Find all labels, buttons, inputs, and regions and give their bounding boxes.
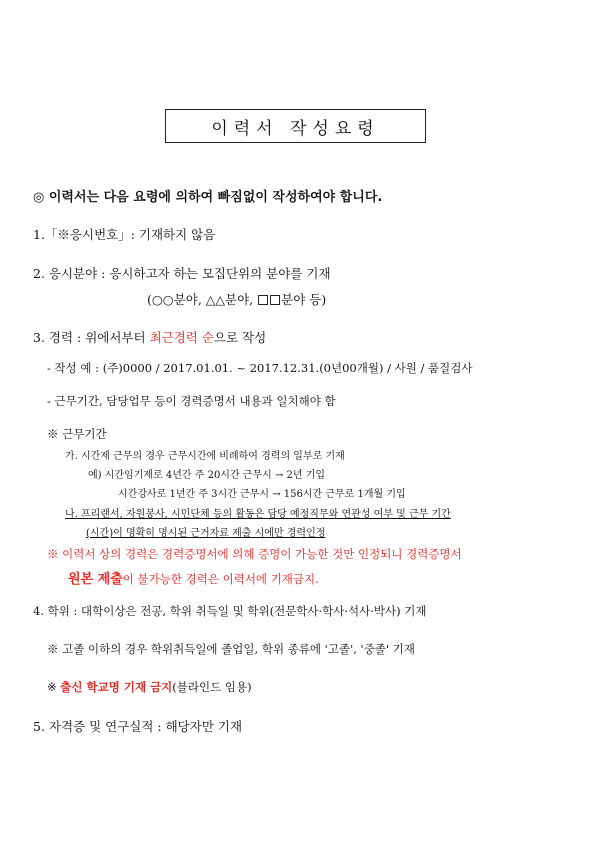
career-warning-line-1: ※ 이력서 상의 경력은 경력증명서에 의해 증명이 가능한 것만 인정되니 경력증명서 (47, 547, 462, 561)
school-name-ban-emphasis: 출신 학교명 기재 금지 (60, 680, 173, 694)
item-4-degree: 4. 학위 : 대학이상은 전공, 학위 취득일 및 학위(전문학사·학사·석사·박사) 기재 (33, 604, 427, 618)
document-title: 이력서 작성요령 (165, 109, 426, 143)
work-period-ga: 가. 시간제 근무의 경우 근무시간에 비례하여 경력의 일부로 기재 (65, 451, 345, 462)
item-4-school-ban (47, 679, 252, 695)
work-period-example-2: 시간강사로 1년간 주 3시간 근무시 → 156시간 근무로 1개월 기입 (118, 489, 406, 500)
square-symbol-icon (258, 295, 268, 305)
item-3-suffix: 으로 작성 (213, 330, 267, 345)
item-4-ban-suffix: (블라인드 임용) (172, 680, 252, 694)
square-symbol-icon (270, 295, 280, 305)
item-2-example-b: 분야 등) (281, 292, 327, 307)
item-3-career (33, 328, 266, 346)
career-warning-rest: 이 불가능한 경력은 이력서에 기재금지. (122, 572, 319, 586)
item-3-note: - 근무기간, 담당업무 등이 경력증명서 내용과 일치해야 함 (47, 394, 336, 408)
work-period-na-line-2: (시간)이 명확히 명시된 근거자료 제출 시에만 경력인정 (86, 528, 326, 539)
item-2-example (147, 290, 326, 308)
item-2-example-a: (○○분야, △△분야, (147, 292, 258, 307)
item-4-note: ※ 고졸 이하의 경우 학위취득일에 졸업일, 학위 종류에 '고졸', '중졸' 기재 (47, 642, 415, 656)
career-warning-line-2 (68, 568, 319, 587)
intro-instruction: ◎ 이력서는 다음 요령에 의하여 빠짐없이 작성하여야 합니다. (33, 190, 383, 205)
item-3-prefix: 3. 경력 : 위에서부터 (33, 330, 150, 345)
original-submission-emphasis: 원본 제출 (68, 572, 123, 587)
item-2-application-field: 2. 응시분야 : 응시하고자 하는 모집단위의 분야를 기재 (33, 266, 331, 281)
item-4-ban-prefix: ※ (47, 680, 61, 694)
work-period-heading: ※ 근무기간 (47, 427, 107, 441)
work-period-na-line-1: 나. 프리랜서, 자원봉사, 시민단체 등의 활동은 담당 예정직무와 연관성 여부 및 근무 기간 (65, 509, 451, 520)
item-3-example: - 작성 예 : (주)0000 / 2017.01.01. ~ 2017.12.31.(0년00개월) / 사원 / 품질검사 (47, 361, 473, 375)
item-1-application-number: 1.「※응시번호」: 기재하지 않음 (33, 227, 216, 242)
work-period-example-1: 예) 시간임기제로 4년간 주 20시간 근무시 → 2년 기입 (88, 470, 326, 481)
item-3-highlight: 최근경력 순 (149, 330, 214, 345)
item-5-certificates: 5. 자격증 및 연구실적 : 해당자만 기재 (33, 719, 243, 734)
